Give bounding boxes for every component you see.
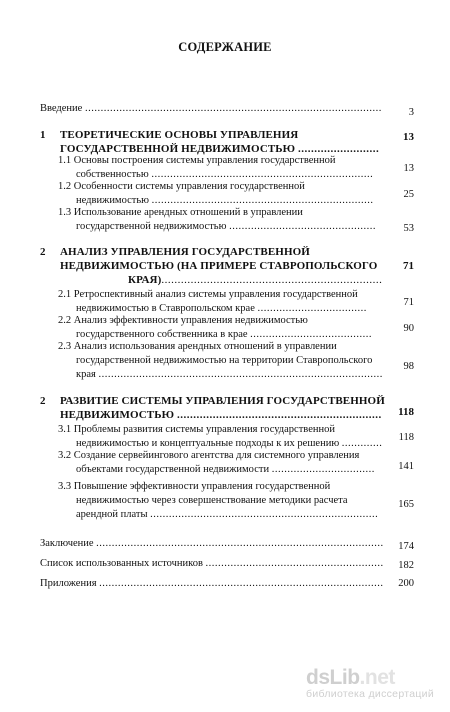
watermark-subtitle: библиотека диссертаций — [306, 688, 434, 700]
toc-entry-page: 13 — [403, 163, 414, 174]
toc-entry-page: 90 — [403, 323, 414, 334]
toc-entry-label: 2.1 Ретроспективный анализ системы управления государственной — [58, 289, 358, 300]
toc-entry-label: края ........................................................................................... — [76, 369, 383, 380]
toc-entry-label: КРАЯ).................................................................... — [128, 274, 383, 286]
toc-entry-label: собственностью ....................................................................... — [76, 169, 374, 180]
toc-entry-label: арендной платы ......................................................................... — [76, 509, 379, 520]
toc-entry-label: 2.3 Анализ использования арендных отношений в управлении — [58, 341, 337, 352]
toc-entry-label: АНАЛИЗ УПРАВЛЕНИЯ ГОСУДАРСТВЕННОЙ — [60, 246, 310, 258]
toc-entry-label: 3.1 Проблемы развития системы управления государственной — [58, 424, 335, 435]
toc-entry-page: 13 — [403, 131, 414, 143]
site-watermark — [306, 666, 434, 700]
toc-entry-label: НЕДВИЖИМОСТЬЮ ............................................................... — [60, 409, 382, 421]
toc-entry-label: недвижимостью через совершенствование методики расчета — [76, 495, 348, 506]
toc-entry-page: 118 — [398, 432, 414, 443]
toc-entry-label: 3.2 Создание сервейингового агентства для системного управления — [58, 450, 360, 461]
toc-entry-label: недвижимостью ....................................................................... — [76, 195, 374, 206]
toc-entry-page: 53 — [403, 223, 414, 234]
toc-entry-page: 71 — [403, 260, 414, 272]
toc-entry-label: ТЕОРЕТИЧЕСКИЕ ОСНОВЫ УПРАВЛЕНИЯ — [60, 129, 299, 141]
toc-entry-label: ГОСУДАРСТВЕННОЙ НЕДВИЖИМОСТЬЮ ......................... — [60, 143, 380, 155]
toc-entry-label: 1.3 Использование арендных отношений в управлении — [58, 207, 303, 218]
toc-entry-label: Приложения ........................................................................................... — [40, 578, 384, 589]
toc-entry-label: Введение ............................................................................................... — [40, 103, 382, 114]
chapter-number: 2 — [40, 395, 46, 407]
toc-entry-page: 200 — [398, 578, 414, 589]
toc-entry-page: 174 — [398, 541, 414, 552]
toc-entry-label: Заключение ............................................................................................ — [40, 538, 384, 549]
toc-entry-page: 165 — [398, 499, 414, 510]
toc-entry-label: государственной недвижимостью на территории Ставропольского — [76, 355, 373, 366]
toc-entry-page: 71 — [403, 297, 414, 308]
toc-entry-label: объектами государственной недвижимости ................................. — [76, 464, 375, 475]
toc-entry-label: государственного собственника в крае ....................................... — [76, 329, 373, 340]
toc-entry-label: 1.1 Основы построения системы управления государственной — [58, 155, 336, 166]
chapter-number: 1 — [40, 129, 46, 141]
toc-entry-label: Список использованных источников ......................................................... — [40, 558, 384, 569]
toc-entry-label: РАЗВИТИЕ СИСТЕМЫ УПРАВЛЕНИЯ ГОСУДАРСТВЕННОЙ — [60, 395, 385, 407]
toc-entry-label: государственной недвижимостью ............................................... — [76, 221, 376, 232]
toc-entry-label: 3.3 Повышение эффективности управления государственной — [58, 481, 331, 492]
toc-entry-label: НЕДВИЖИМОСТЬЮ (НА ПРИМЕРЕ СТАВРОПОЛЬСКОГО — [60, 260, 378, 272]
toc-entry-page: 141 — [398, 461, 414, 472]
watermark-logo: dsLib.net — [306, 666, 395, 689]
toc-entry-page: 25 — [403, 189, 414, 200]
chapter-number: 2 — [40, 246, 46, 258]
toc-entry-page: 3 — [408, 107, 414, 118]
toc-entry-label: 2.2 Анализ эффективности управления недвижимостью — [58, 315, 308, 326]
toc-entry-label: недвижимостью в Ставропольском крае ................................... — [76, 303, 367, 314]
toc-entry-page: 98 — [403, 361, 414, 372]
toc-entry-label: 1.2 Особенности системы управления государственной — [58, 181, 305, 192]
toc-entry-label: недвижимостью и концептуальные подходы к их решению ............. — [76, 438, 383, 449]
page-title: СОДЕРЖАНИЕ — [178, 40, 272, 54]
toc-entry-page: 118 — [398, 406, 414, 418]
toc-entry-page: 182 — [398, 560, 414, 571]
